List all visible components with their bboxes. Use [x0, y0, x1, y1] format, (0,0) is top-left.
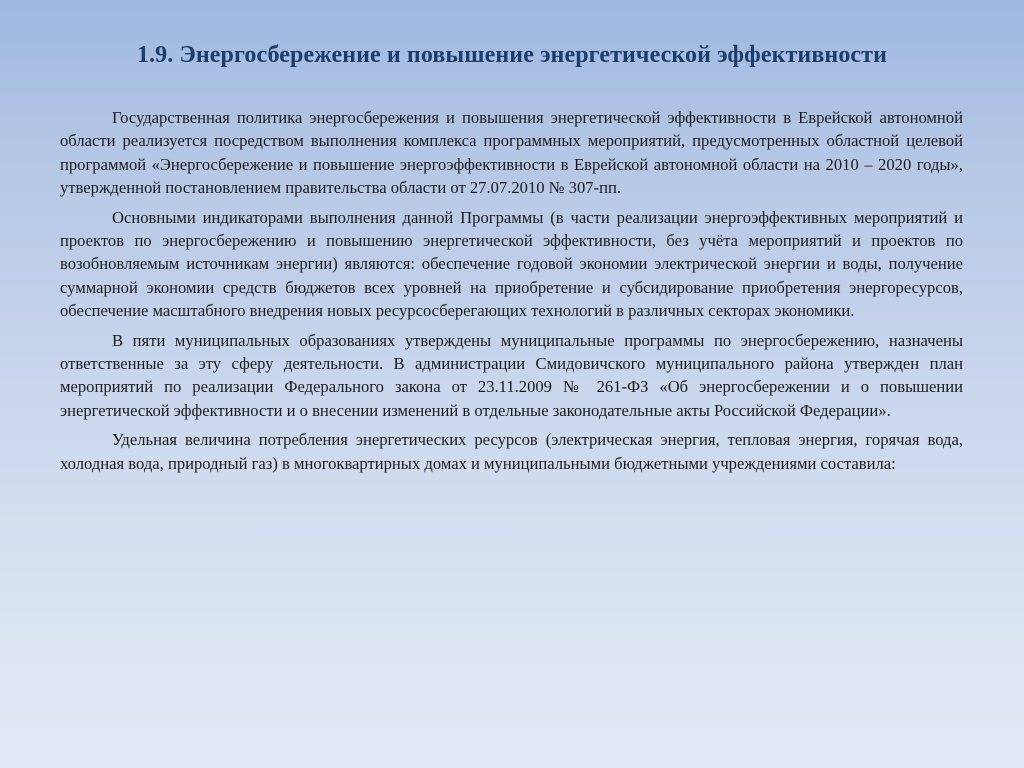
slide-title: 1.9. Энергосбережение и повышение энергетической эффективности — [136, 42, 888, 68]
paragraph-indicators: Основными индикаторами выполнения данной Программы (в части реализации энергоэффективных мероприятий и проектов по энергосбережению и повышению энергетической эффективности, без учёта мероприятий и проектов по возобновляемым источникам энергии) являются: обеспечение годовой экономии электрической энергии и воды, получение суммарной экономии средств бюджетов всех уровней на приобретение и субсидирование приобретения энергоресурсов, обеспечение масштабного внедрения новых ресурсосберегающих технологий в различных секторах экономики. — [60, 207, 963, 321]
paragraph-municipal-programs: В пяти муниципальных образованиях утверждены муниципальные программы по энергосбережению, назначены ответственные за эту сферу деятельности. В администрации Смидовичского муниципального района утвержден план мероприятий по реализации Федерального закона от 23.11.2009 № 261-ФЗ «Об энергосбережении и о повышении энергетической эффективности и о внесении изменений в отдельные законодательные акты Российской Федерации». — [60, 330, 963, 420]
paragraph-policy: Государственная политика энергосбережения и повышения энергетической эффективности в Еврейской автономной области реализуется посредством выполнения комплекса программных мероприятий, предусмотренных областной целевой программой «Энергосбережение и повышение энергоэффективности в Еврейской автономной области на 2010 – 2020 годы», утвержденной постановлением правительства области от 27.07.2010 № 307-пп. — [60, 108, 963, 198]
slide-body — [60, 106, 963, 481]
paragraph-consumption: Удельная величина потребления энергетических ресурсов (электрическая энергия, тепловая энергия, горячая вода, холодная вода, природный газ) в многоквартирных домах и муниципальными бюджетными учреждениями составила: — [60, 430, 963, 473]
